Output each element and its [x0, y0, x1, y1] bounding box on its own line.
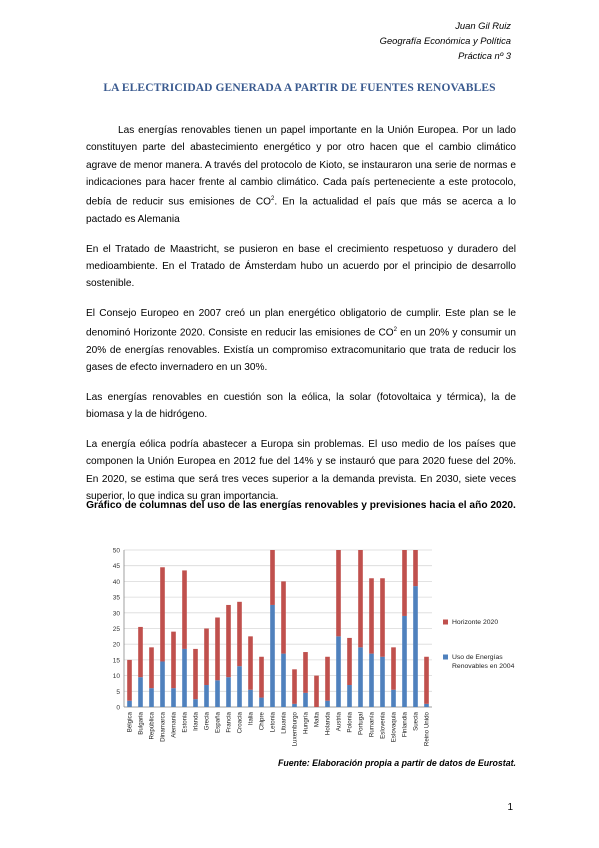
bar-segment-2020: [193, 649, 198, 699]
x-tick-label: Letonia: [269, 712, 277, 733]
bar-segment-2020: [160, 567, 165, 661]
bar-segment-2020: [226, 605, 231, 677]
y-tick-label: 10: [112, 673, 120, 681]
x-tick-label: Polonia: [346, 712, 354, 733]
document-header: [380, 18, 511, 63]
x-tick-label: Estonia: [181, 712, 189, 733]
x-tick-label: Lituania: [280, 712, 288, 734]
paragraph-2: En el Tratado de Maastricht, se pusieron en base el crecimiento respetuoso y duradero del medioambiente. En el Tratado de Ámsterdam hubo un acuerdo por el principio de desarrollo sostenible.: [86, 243, 516, 290]
bar-segment-2020: [424, 657, 429, 704]
y-tick-label: 20: [112, 641, 120, 649]
bar-segment-2004: [424, 704, 429, 707]
author-name: Juan Gil Ruiz: [455, 20, 511, 31]
x-tick-label: Holanda: [324, 712, 332, 736]
bar-segment-2004: [226, 677, 231, 707]
y-tick-label: 50: [112, 547, 120, 555]
bar-segment-2004: [248, 690, 253, 707]
chart-title: Gráfico de columnas del uso de las energías renovables y previsiones hacia el año 2020.: [86, 500, 516, 511]
bar-segment-2020: [281, 581, 286, 653]
bar-segment-2020: [402, 550, 407, 616]
bar-segment-2020: [380, 578, 385, 657]
bar-segment-2004: [391, 690, 396, 707]
bar-segment-2020: [171, 632, 176, 689]
bar-segment-2004: [193, 699, 198, 707]
bar-segment-2020: [248, 636, 253, 689]
x-tick-label: Grecia: [203, 712, 211, 731]
y-tick-label: 35: [112, 594, 120, 602]
paragraph-1: Las energías renovables tienen un papel importante en la Unión Europea. Por un lado constituyen parte del abastecimiento energético y por otro hacen que el cambio climático agrave de menor manera. A través del protocolo de Kioto, se instauraron una serie de normas e indicaciones para hacer frente al cambio climático. Cada país perteneciente a este protocolo, debía de reducir sus emisiones de $CO^2$. En la actualidad el país que más se acerca a lo pactado es Alemania: [86, 125, 516, 225]
x-tick-label: Eslovenia: [379, 712, 387, 739]
bar-segment-2004: [292, 704, 297, 707]
bar-segment-2004: [369, 654, 374, 707]
bar-segment-2004: [160, 661, 165, 707]
y-tick-label: 15: [112, 657, 120, 665]
bar-segment-2004: [127, 701, 132, 707]
bar-segment-2020: [270, 550, 275, 605]
bar-segment-2004: [336, 636, 341, 707]
legend-label: Renovables en 2004: [452, 663, 515, 670]
bar-segment-2004: [138, 677, 143, 707]
bar-segment-2004: [171, 688, 176, 707]
bar-segment-2020: [138, 627, 143, 677]
bar-segment-2020: [413, 550, 418, 586]
y-tick-label: 0: [116, 704, 120, 712]
y-tick-label: 40: [112, 578, 120, 586]
x-tick-label: Alemania: [170, 712, 178, 738]
y-tick-label: 30: [112, 610, 120, 618]
paragraph-4: Las energías renovables en cuestión son la eólica, la solar (fotovoltaica y térmica), la de biomasa y la de hidrógeno.: [86, 392, 516, 421]
bar-segment-2020: [259, 657, 264, 698]
x-tick-label: Bulgaria: [137, 712, 145, 735]
bar-segment-2020: [303, 652, 308, 693]
bar-segment-2020: [358, 550, 363, 647]
legend-swatch: [443, 655, 448, 660]
subject-name: Geografía Económica y Política: [379, 35, 511, 46]
bar-segment-2004: [347, 685, 352, 707]
bar-segment-2020: [347, 638, 352, 685]
bar-segment-2020: [336, 550, 341, 636]
page-number: 1: [507, 802, 513, 813]
x-tick-label: Croacia: [236, 712, 244, 734]
bar-segment-2020: [182, 570, 187, 649]
bar-segment-2020: [237, 602, 242, 666]
source-note: Fuente: Elaboración propia a partir de datos de Eurostat.: [277, 758, 516, 768]
x-tick-label: Austria: [335, 712, 343, 732]
x-tick-label: Suecia: [412, 712, 420, 731]
bar-segment-2020: [369, 578, 374, 653]
x-tick-label: Malta: [313, 712, 321, 728]
bar-segment-2004: [358, 647, 363, 707]
bar-segment-2004: [182, 649, 187, 707]
bar-segment-2004: [281, 654, 286, 707]
paragraph-5: La energía eólica podría abastecer a Europa sin problemas. El uso medio de los países que componen la Unión Europea en 2012 fue del 14% y se instauró que para 2020 fuese del 20%. En 2020, se estima que será tres veces superior a la demanda prevista. En 2030, siete veces superior, lo que indica su gran importancia.: [86, 439, 516, 503]
x-tick-label: Hungría: [302, 712, 310, 735]
x-tick-label: República: [148, 712, 156, 740]
bar-segment-2004: [402, 616, 407, 707]
bar-segment-2004: [325, 701, 330, 707]
document-title: LA ELECTRICIDAD GENERADA A PARTIR DE FUENTES RENOVABLES: [103, 82, 496, 94]
bar-segment-2004: [259, 698, 264, 707]
y-tick-label: 5: [116, 688, 120, 696]
x-tick-label: Italia: [247, 712, 255, 726]
x-tick-label: Rumanía: [368, 712, 376, 738]
bar-segment-2020: [325, 657, 330, 701]
legend-label: Uso de Energías: [452, 654, 503, 661]
bar-segment-2020: [314, 676, 319, 707]
bar-segment-2004: [270, 605, 275, 707]
x-tick-label: Dinamarca: [159, 712, 167, 742]
x-tick-label: Luxemburgo: [291, 712, 299, 747]
bar-segment-2004: [204, 685, 209, 707]
bar-segment-2020: [127, 660, 132, 701]
bar-segment-2020: [215, 618, 220, 681]
bar-segment-2004: [149, 688, 154, 707]
x-tick-label: Irlanda: [192, 712, 200, 731]
document-body: [86, 122, 516, 518]
bar-segment-2004: [413, 586, 418, 707]
paragraph-3: El Consejo Europeo en 2007 creó un plan energético obligatorio de cumplir. Este plan se le denominó Horizonte 2020. Consiste en reducir las emisiones de $CO^2$ en un 20% y consumir un 20% de energías renovables. Existía un compromiso extracomunitario que trata de reducir los gases de efecto invernadero en un 30%.: [86, 308, 516, 374]
legend-label: Horizonte 2020: [452, 619, 499, 626]
legend-swatch: [443, 620, 448, 625]
x-tick-label: Chipre: [258, 712, 266, 731]
bar-segment-2020: [149, 647, 154, 688]
x-tick-label: Reino Unido: [423, 712, 431, 747]
bar-segment-2004: [380, 657, 385, 707]
renewables-chart: [0, 538, 599, 768]
y-tick-label: 25: [112, 626, 120, 633]
bar-segment-2020: [391, 647, 396, 689]
x-tick-label: España: [214, 712, 222, 733]
bar-segment-2004: [303, 693, 308, 707]
x-tick-label: Francia: [225, 712, 233, 733]
bar-segment-2020: [204, 629, 209, 686]
x-tick-label: Portugal: [357, 712, 365, 736]
practice-label: Práctica nº 3: [458, 50, 511, 61]
x-tick-label: Eslovaquia: [390, 712, 398, 743]
x-tick-label: Finlandia: [401, 712, 409, 738]
bar-segment-2004: [237, 666, 242, 707]
bar-segment-2004: [215, 680, 220, 707]
x-tick-label: Bélgica: [126, 712, 134, 733]
bar-segment-2020: [292, 669, 297, 704]
y-tick-label: 45: [112, 563, 120, 571]
